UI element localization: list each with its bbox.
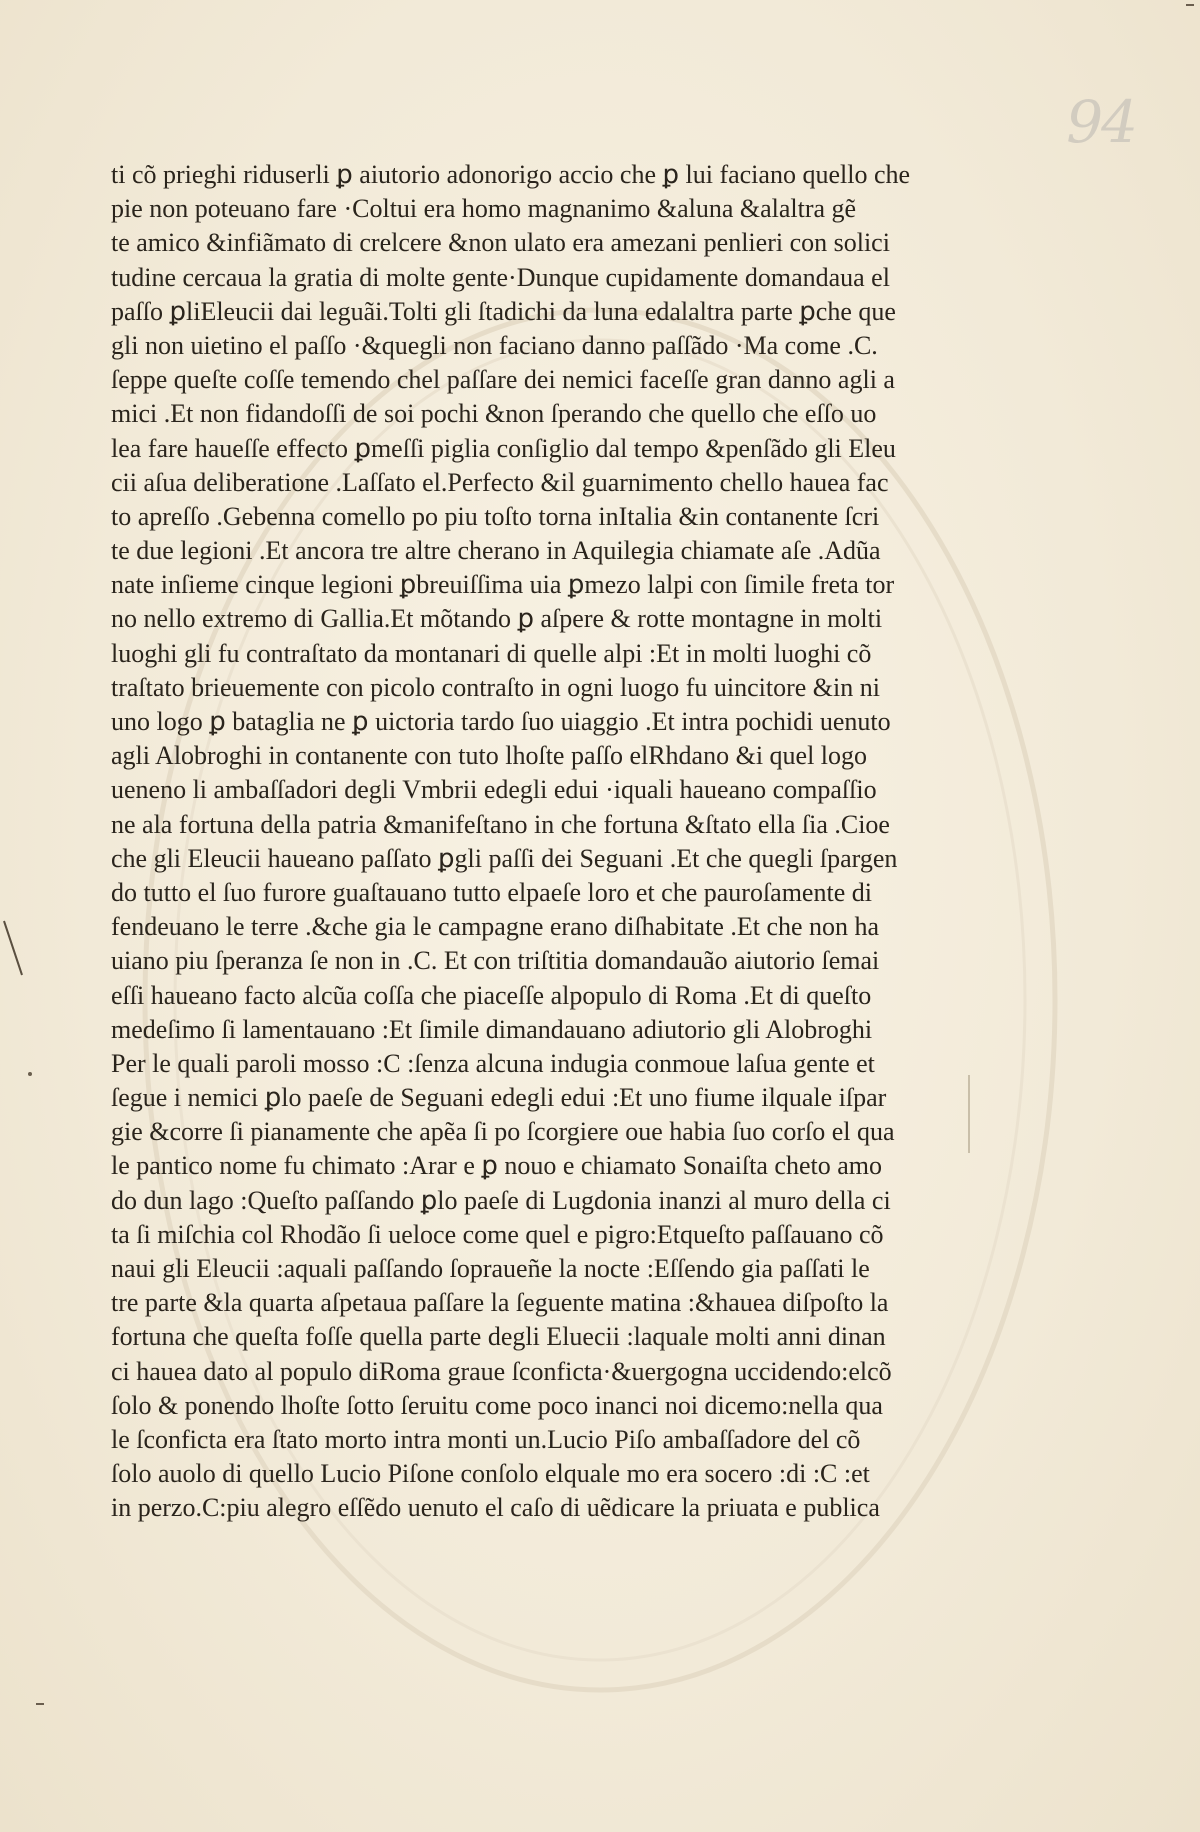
text-line: tudine cercaua la gratia di molte gente·Dunque cupidamente domandaua el — [111, 262, 890, 292]
text-block — [111, 158, 941, 1526]
text-line: fortuna che queſta foſſe quella parte degli Eluecii :laquale molti anni dinan — [111, 1322, 886, 1352]
text-line: nate inſieme cinque legioni ꝑbreuiſſima uia ꝑmezo lalpi con ſimile freta tor — [111, 570, 895, 600]
text-line: medeſimo ſi lamentauano :Et ſimile dimandauano adiutorio gli Alobroghi — [111, 1014, 873, 1044]
text-line: luoghi gli fu contraſtato da montanari di quelle alpi :Et in molti luoghi cõ — [111, 638, 872, 668]
text-line: ci hauea dato al populo diRoma graue ſconficta·&uergogna uccidendo:elcõ — [111, 1356, 892, 1386]
text-line: ti cõ prieghi riduserli ꝑ aiutorio adonorigo accio che ꝑ lui faciano quello che — [111, 160, 911, 189]
text-line: cii aſua deliberatione .Laſſato el.Perfecto &il guarnimento chello hauea fac — [111, 467, 889, 497]
text-line: ſolo & ponendo lhoſte ſotto ſeruitu come poco inanci noi dicemo:nella qua — [111, 1390, 883, 1420]
text-line: lea fare haueſſe effecto ꝑmeſſi piglia conſiglio dal tempo &penſãdo gli Eleu — [111, 433, 896, 463]
text-line: ueneno li ambaſſadori degli Vmbrii edegli edui ·iquali haueano compaſſio — [111, 775, 877, 805]
text-line: gie &corre ſi pianamente che apẽa ſi po ſcorgiere oue habia ſuo corſo el qua — [111, 1117, 895, 1147]
text-line: no nello extremo di Gallia.Et mõtando ꝑ aſpere & rotte montagne in molti — [111, 604, 883, 634]
margin-vertical-tick — [968, 1075, 970, 1153]
text-line: uno logo ꝑ bataglia ne ꝑ uictoria tardo ſuo uiaggio .Et intra pochidi uenuto — [111, 707, 891, 736]
text-line: naui gli Eleucii :aquali paſſando ſopraueñe la nocte :Eſſendo gia paſſati le — [111, 1254, 870, 1283]
text-line: ſegue i nemici ꝑlo paeſe de Seguani edegli edui :Et uno fiume ilquale iſpar — [111, 1083, 887, 1113]
text-line: tre parte &la quarta aſpetaua paſſare la ſeguente matina :&hauea diſpoſto la — [111, 1288, 889, 1318]
margin-ink-dash — [36, 1703, 44, 1705]
text-line: fendeuano le terre .&che gia le campagne erano diſhabitate .Et che non ha — [111, 912, 880, 942]
text-line: do dun lago :Queſto paſſando ꝑlo paeſe di Lugdonia inanzi al muro della ci — [111, 1185, 891, 1215]
text-line: te amico &infiãmato di crelcere &non ulato era amezani penlieri con solici — [111, 228, 890, 258]
text-line: Per le quali paroli mosso :C :ſenza alcuna indugia conmoue laſua gente et — [111, 1048, 875, 1078]
text-line: ſolo auolo di quello Lucio Piſone conſolo elquale mo era socero :di :C :et — [111, 1459, 870, 1489]
text-line: ne ala fortuna della patria &manifeſtano in che fortuna &ſtato ella ſia .Cioe — [111, 809, 890, 839]
text-line: to apreſſo .Gebenna comello po piu toſto torna inItalia &in contanente ſcri — [111, 501, 880, 531]
text-line: mici .Et non fidandoſſi de soi pochi &non ſperando che quello che eſſo uo — [111, 399, 877, 429]
text-line: te due legioni .Et ancora tre altre cherano in Aquilegia chiamate aſe .Adũa — [111, 536, 881, 566]
text-line: ſeppe queſte coſſe temendo chel paſſare dei nemici faceſſe gran danno agli a — [111, 365, 895, 395]
text-line: agli Alobroghi in contanente con tuto lhoſte paſſo elRhdano &i quel logo — [111, 741, 868, 771]
text-line: eſſi haueano facto alcũa coſſa che piaceſſe alpopulo di Roma .Et di queſto — [111, 980, 872, 1010]
text-line: le ſconficta era ſtato morto intra monti un.Lucio Piſo ambaſſadore del cõ — [111, 1424, 861, 1454]
margin-ink-dot — [28, 1072, 32, 1076]
text-line: che gli Eleucii haueano paſſato ꝑgli paſſi dei Seguani .Et che quegli ſpargen — [111, 843, 898, 873]
text-line: le pantico nome fu chimato :Arar e ꝑ nouo e chiamato Sonaiſta cheto amo — [111, 1151, 882, 1181]
margin-ink-corner — [1186, 4, 1194, 6]
folio-number: 94 — [1066, 88, 1136, 156]
text-line: gli non uietino el paſſo ·&quegli non faciano danno paſſãdo ·Ma come .C. — [111, 330, 878, 360]
text-line: traſtato brieuemente con picolo contraſto in ogni luogo fu uincitore &in ni — [111, 672, 880, 702]
text-line: paſſo ꝑliEleucii dai leguãi.Tolti gli ſtadichi da luna edalaltra parte ꝑche que — [111, 296, 896, 326]
text-line: ta ſi miſchia col Rhodão ſi ueloce come quel e pigro:Etqueſto paſſauano cõ — [111, 1219, 884, 1249]
margin-ink-stroke — [0, 915, 40, 985]
text-line: do tutto el ſuo furore guaſtauano tutto elpaeſe loro et che pauroſamente di — [111, 877, 872, 907]
text-line: pie non poteuano fare ·Coltui era homo magnanimo &aluna &alaltra gẽ — [111, 194, 857, 224]
text-line: uiano piu ſperanza ſe non in .C. Et con triſtitia domandauão aiutorio ſemai — [111, 946, 880, 976]
text-line: in perzo.C:piu alegro eſſẽdo uenuto el caſo di uẽdicare la priuata e publica — [111, 1493, 880, 1523]
